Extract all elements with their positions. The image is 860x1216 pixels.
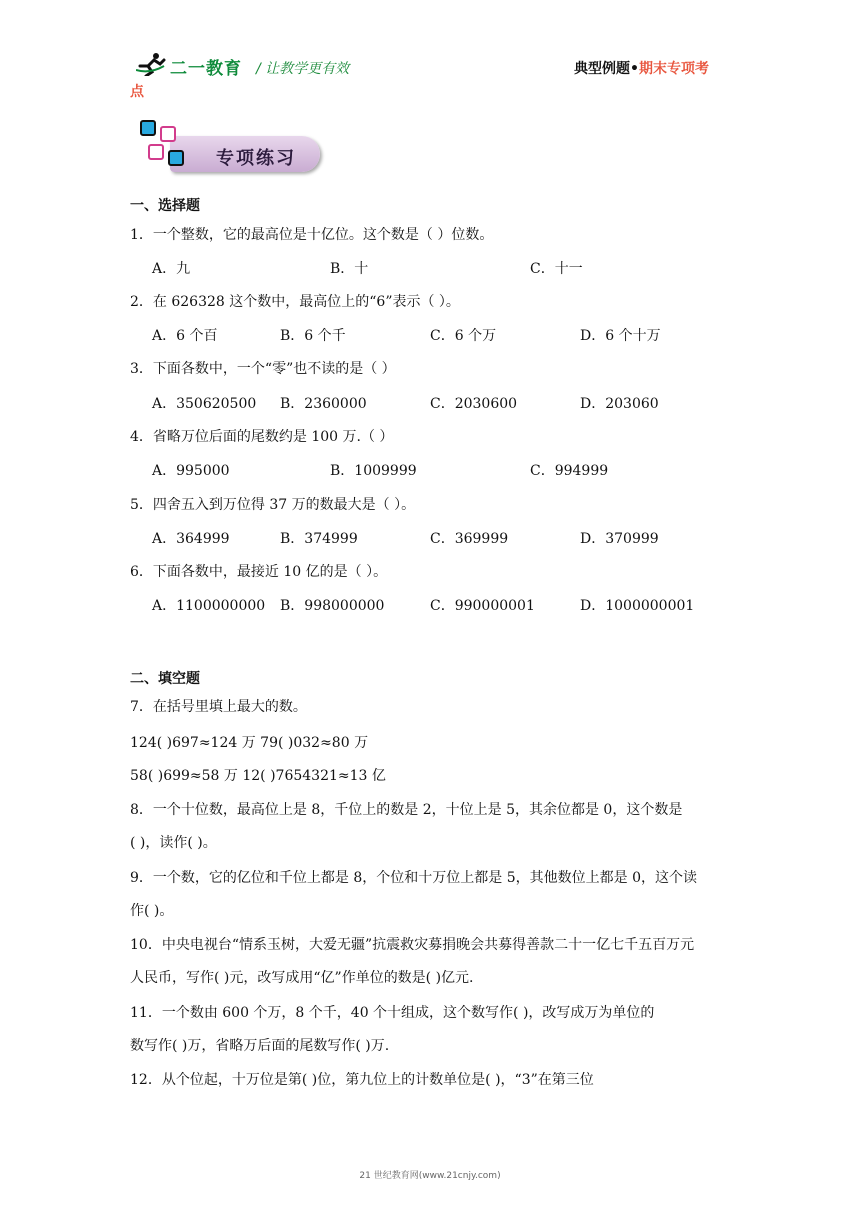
q1-option-a: A．九 bbox=[152, 261, 191, 277]
q2-option-b: B．6 个千 bbox=[280, 328, 346, 344]
banner-title: 专项练习 bbox=[216, 148, 296, 169]
question-3-stem: 3．下面各数中，一个“零”也不读的是（ ） bbox=[130, 361, 396, 377]
question-2-stem: 2．在 626328 这个数中，最高位上的“6”表示（ ）。 bbox=[130, 294, 460, 310]
header-slogan: / 让教学更有效 bbox=[256, 61, 350, 77]
fill-line-4: 8．一个十位数，最高位上是 8，千位上的数是 2，十位上是 5，其余位都是 0，这个数是 bbox=[130, 802, 683, 818]
fill-line-9: 人民币，写作( )元，改写成用“亿”作单位的数是( )亿元. bbox=[130, 970, 474, 986]
q5-option-a: A．364999 bbox=[152, 531, 230, 547]
question-4-stem: 4．省略万位后面的尾数约是 100 万.（ ） bbox=[130, 429, 394, 445]
q4-option-c: C．994999 bbox=[530, 463, 609, 479]
question-5-stem: 5．四舍五入到万位得 37 万的数最大是（ ）。 bbox=[130, 497, 416, 513]
header-title bbox=[574, 58, 709, 78]
fill-line-10: 11．一个数由 600 个万，8 个千，40 个十组成，这个数写作( )，改写成万为单位的 bbox=[130, 1005, 655, 1021]
q3-option-c: C．2030600 bbox=[430, 396, 518, 412]
q1-option-b: B．十 bbox=[330, 261, 369, 277]
q2-option-c: C．6 个万 bbox=[430, 328, 497, 344]
page-header bbox=[130, 46, 730, 106]
fill-line-8: 10．中央电视台“情系玉树，大爱无疆”抗震救灾募捐晚会共募得善款二十一亿七千五百万元 bbox=[130, 937, 695, 953]
page-footer: 21 世纪教育网(www.21cnjy.com) bbox=[359, 1171, 501, 1181]
fill-line-11: 数写作( )万，省略万后面的尾数写作( )万. bbox=[130, 1038, 390, 1054]
section-banner bbox=[136, 116, 326, 178]
section2-heading: 二、填空题 bbox=[130, 671, 200, 687]
q2-option-a: A．6 个百 bbox=[152, 328, 218, 344]
q4-option-b: B．1009999 bbox=[330, 463, 417, 479]
logo-text: 二一教育 bbox=[170, 59, 242, 79]
q5-option-c: C．369999 bbox=[430, 531, 509, 547]
q5-option-d: D．370999 bbox=[580, 531, 659, 547]
fill-line-6: 9．一个数，它的亿位和千位上都是 8，个位和十万位上都是 5，其他数位上都是 0，这个读 bbox=[130, 870, 697, 886]
q4-option-a: A．995000 bbox=[152, 463, 230, 479]
q1-option-c: C．十一 bbox=[530, 261, 583, 277]
fill-line-2: 124( )697≈124 万 79( )032≈80 万 bbox=[130, 735, 369, 751]
q2-option-d: D．6 个十万 bbox=[580, 328, 661, 344]
question-6-stem: 6．下面各数中，最接近 10 亿的是（ ）。 bbox=[130, 564, 388, 580]
header-title-black: 典型例题• bbox=[574, 61, 639, 77]
q6-option-d: D．1000000001 bbox=[580, 598, 695, 614]
fill-line-5: ( )，读作( )。 bbox=[130, 835, 217, 851]
section1-heading: 一、选择题 bbox=[130, 198, 200, 214]
question-1-stem: 1．一个整数，它的最高位是十亿位。这个数是（ ）位数。 bbox=[130, 227, 494, 243]
header-title-continued: 点 bbox=[130, 84, 144, 100]
q5-option-b: B．374999 bbox=[280, 531, 358, 547]
q3-option-d: D．203060 bbox=[580, 396, 659, 412]
header-title-red: 期末专项考 bbox=[638, 61, 709, 77]
runner-logo-icon bbox=[136, 52, 166, 76]
q6-option-a: A．1100000000 bbox=[152, 598, 266, 614]
q3-option-b: B．2360000 bbox=[280, 396, 367, 412]
fill-line-1: 7．在括号里填上最大的数。 bbox=[130, 699, 307, 715]
q6-option-c: C．990000001 bbox=[430, 598, 535, 614]
q3-option-a: A．350620500 bbox=[152, 396, 257, 412]
fill-line-3: 58( )699≈58 万 12( )7654321≈13 亿 bbox=[130, 768, 386, 784]
q6-option-b: B．998000000 bbox=[280, 598, 385, 614]
fill-line-7: 作( )。 bbox=[130, 903, 174, 919]
fill-line-12: 12．从个位起，十万位是第( )位，第九位上的计数单位是( )，“3”在第三位 bbox=[130, 1072, 594, 1088]
